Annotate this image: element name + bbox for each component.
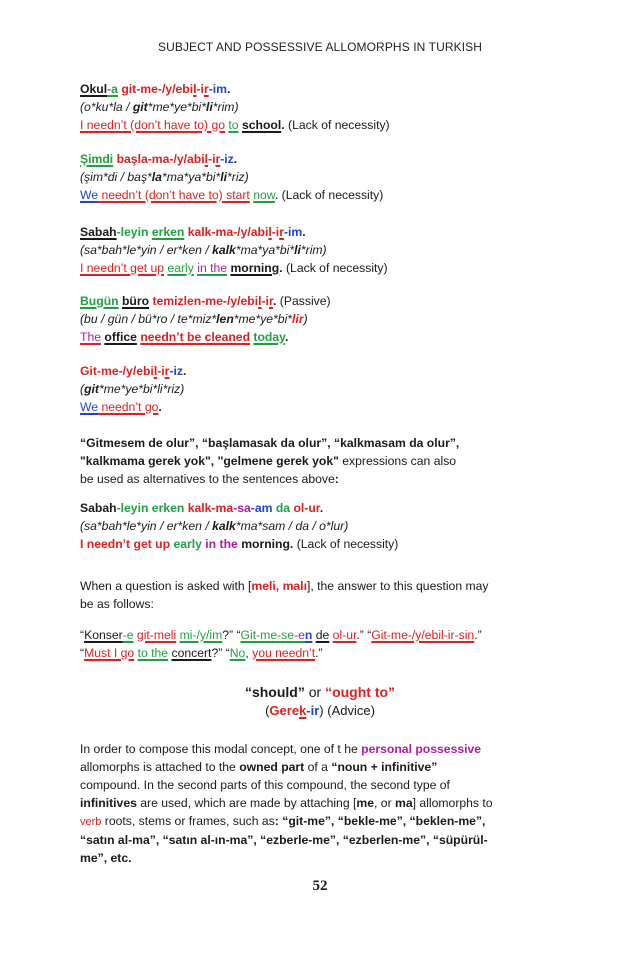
section-heading: “should” or “ought to” xyxy=(244,684,396,700)
dialog-turkish: “Konser-e git-meli mi-/y/im?” “Git-me-se-en de ol-ur.” “Git-me-/y/ebil-ir-sin.” xyxy=(80,628,482,642)
section-subheading: (Gerek-ir) (Advice) xyxy=(265,703,375,718)
example-6-turkish: Sabah-leyin erken kalk-ma-sa-am da ol-ur. xyxy=(80,501,324,515)
example-1-pronunciation: (o*ku*la / git*me*ye*bi*li*rim) xyxy=(80,100,239,114)
example-3-pronunciation: (sa*bah*le*yin / er*ken / kalk*ma*ya*bi*li*rim) xyxy=(80,243,327,257)
example-3-english: I needn’t get up early in the morning. (Lack of necessity) xyxy=(80,261,388,275)
question-paragraph: When a question is asked with [meli, malı], the answer to this question may be as follows: xyxy=(80,579,489,611)
example-4-turkish: Bugün büro temizlen-me-/y/ebil-ir. (Passive) xyxy=(80,294,331,308)
advice-paragraph: In order to compose this modal concept, one of t he personal possessive allomorphs is attached to the owned part of a “noun + infinitive” compound. In the second parts of this compound, the second type of infinitives are used, which are made by attaching [me, or ma] allomorphs to verb roots, stems or frames, such as: “git-me”, “bekle-me”, “beklen-me”, “satın al-ma”, “satın al-ın-ma”, “ezberle-me”, “ezberlen-me”, “süpürül- me”, etc. xyxy=(80,742,493,865)
example-2 xyxy=(80,150,560,204)
example-5 xyxy=(80,362,560,416)
example-1-english: I needn’t (don’t have to) go to school. (Lack of necessity) xyxy=(80,118,390,132)
example-5-pronunciation: (git*me*ye*bi*li*riz) xyxy=(80,382,185,396)
alternatives-paragraph: “Gitmesem de olur”, “başlamasak da olur”, “kalkmasam da olur”, "kalkmama gerek yok", "gelmene gerek yok" expressions can also be used as alternatives to the sentences above: xyxy=(80,436,460,486)
example-2-english: We needn’t (don’t have to) start now. (Lack of necessity) xyxy=(80,188,384,202)
example-4 xyxy=(80,292,560,346)
example-2-turkish: Şimdi başla-ma-/y/abil-ir-iz. xyxy=(80,152,238,166)
example-4-english: The office needn’t be cleaned today. xyxy=(80,330,289,344)
example-1-turkish: Okul-a git-me-/y/ebil-ir-im. xyxy=(80,82,231,96)
dialog-english: “Must I go to the concert?” “No, you needn’t.” xyxy=(80,646,323,660)
example-4-pronunciation: (bu / gün / bü*ro / te*miz*len*me*ye*bi*lir) xyxy=(80,312,308,326)
example-5-turkish: Git-me-/y/ebil-ir-iz. xyxy=(80,364,187,378)
page-number: 52 xyxy=(312,878,328,894)
section-title xyxy=(80,682,560,720)
example-6-pronunciation: (sa*bah*le*yin / er*ken / kalk*ma*sam / da / o*lur) xyxy=(80,519,349,533)
dialog-example xyxy=(80,626,560,662)
example-2-pronunciation: (şim*di / baş*la*ma*ya*bi*li*riz) xyxy=(80,170,249,184)
example-1 xyxy=(80,80,560,134)
example-3-turkish: Sabah-leyin erken kalk-ma-/y/abil-ir-im. xyxy=(80,225,306,239)
example-6 xyxy=(80,499,560,553)
running-header: SUBJECT AND POSSESSIVE ALLOMORPHS IN TURKISH xyxy=(157,40,483,54)
example-3 xyxy=(80,223,560,277)
example-5-english: We needn’t go. xyxy=(80,400,162,414)
example-6-english: I needn’t get up early in the morning. (Lack of necessity) xyxy=(80,537,399,551)
